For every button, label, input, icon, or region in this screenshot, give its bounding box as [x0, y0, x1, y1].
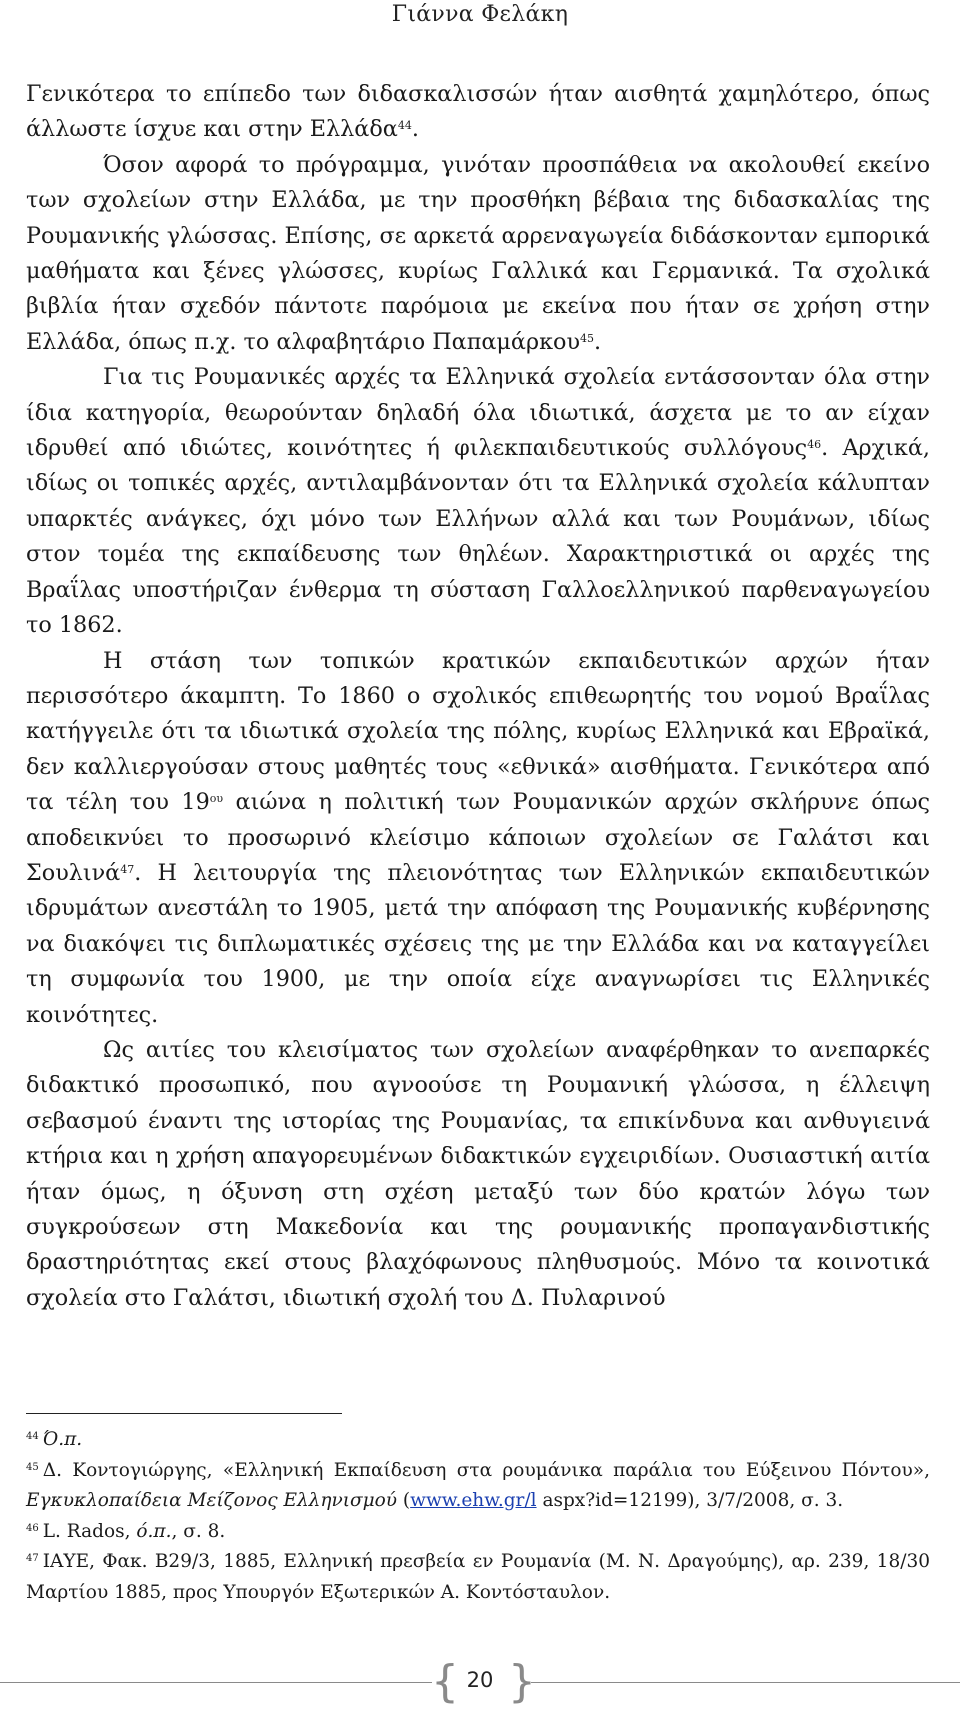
paragraph-4: Η στάση των τοπικών κρατικών εκπαιδευτικών αρχών ήταν περισσότερο άκαμπτη. Το 1860 ο σχολικός επιθεωρητής του νομού Βραΐλας κατήγγειλε ότι τα ιδιωτικά σχολεία της πόλης, κυρίως Ελληνικά και Εβραϊκά, δεν καλλιεργούσαν στους μαθητές τους «εθνικά» αισθήματα. Γενικότερα από τα τέλη του $19^{o\upsilon}$ αιώνα η πολιτική των Ρουμανικών αρχών σκλήρυνε όπως αποδεικνύει το προσωρινό κλείσιμο κάποιων σχολείων σε Γαλάτσι και Σουλινά$^{47}$. Η λειτουργία της πλειονότητας των Ελληνικών εκπαιδευτικών ιδρυμάτων ανεστάλη το 1905, μετά την απόφαση της Ρουμανικής κυβέρνησης να διακόψει τις διπλωματικές σχέσεις της με την Ελλάδα και να καταγγείλει τη συμφωνία του 1900, με την οποία είχε αναγνωρίσει τις Ελληνικές κοινότητες. — [26, 647, 930, 1028]
paragraph-1: Γενικότερα το επίπεδο των διδασκαλισσών ήταν αισθητά χαμηλότερο, όπως άλλωστε ίσχυε και στην Ελλάδα$^{44}$. — [26, 81, 930, 143]
running-header: Γιάννα Φελάκη — [391, 2, 569, 27]
footnote-separator — [26, 1413, 342, 1414]
footnotes — [26, 1425, 930, 1608]
page-number: 20 — [466, 1668, 494, 1692]
page-footer — [0, 1658, 960, 1708]
ehw-link[interactable]: www.ehw.gr/l — [410, 1490, 537, 1511]
footnote-45: $^{45}$ Δ. Κοντογιώργης, «Ελληνική Εκπαίδευση στα ρουμάνικα παράλια του Εύξεινου Πόντου», Εγκυκλοπαίδεια Μείζονος Ελληνισμού (www.ehw.gr/l aspx?id=12199), 3/7/2008, σ. 3. — [26, 1459, 930, 1511]
footnote-47: $^{47}$ ΙΑΥΕ, Φακ. Β29/3, 1885, Ελληνική πρεσβεία εν Ρουμανία (Μ. Ν. Δραγούμης), αρ. 239, 18/30 Μαρτίου 1885, προς Υπουργόν Εξωτερικών Α. Κοντόσταυλον. — [26, 1551, 930, 1603]
footer-line-left — [0, 1682, 432, 1683]
footnote-46: $^{46}$ L. Rados, ό.π., σ. 8. — [26, 1520, 226, 1542]
footnote-ref-47[interactable]: 47 — [120, 862, 135, 876]
left-brace-icon: { — [431, 1656, 459, 1707]
footer-line-right — [531, 1682, 960, 1683]
paragraph-2: Όσον αφορά το πρόγραμμα, γινόταν προσπάθεια να ακολουθεί εκείνο των σχολείων στην Ελλάδα, με την προσθήκη βέβαια της διδασκαλίας της Ρουμανικής γλώσσας. Επίσης, σε αρκετά αρρεναγωγεία διδάσκονταν εμπορικά μαθήματα και ξένες γλώσσες, κυρίως Γαλλικά και Γερμανικά. Τα σχολικά βιβλία ήταν σχεδόν πάντοτε παρόμοια με εκείνα που ήταν σε χρήση στην Ελλάδα, όπως π.χ. το αλφαβητάριο Παπαμάρκου$^{45}$. — [26, 151, 930, 355]
footnote-44: $^{44}$ Ό.π. — [26, 1429, 83, 1450]
footnote-ref-46[interactable]: 46 — [807, 438, 822, 452]
footnote-ref-45[interactable]: 45 — [580, 331, 595, 345]
paragraph-5: Ως αιτίες του κλεισίματος των σχολείων αναφέρθηκαν το ανεπαρκές διδακτικό προσωπικό, που αγνοούσε τη Ρουμανική γλώσσα, η έλλειψη σεβασμού έναντι της ιστορίας της Ρουμανίας, τα επικίνδυνα και ανθυγιεινά κτήρια και η χρήση απαγορευμένων διδακτικών εγχειριδίων. Ουσιαστική αιτία ήταν όμως, η όξυνση στη σχέση μεταξύ των δύο κρατών λόγω των συγκρούσεων στη Μακεδονία και της ρουμανικής προπαγανδιστικής δραστηριότητας εκεί στους βλαχόφωνους πληθυσμούς. Μόνο τα κοινοτικά σχολεία στο Γαλάτσι, ιδιωτική σχολή του Δ. Πυλαρινού — [26, 1036, 930, 1311]
ordinal-superscript: ου — [209, 792, 224, 806]
main-text — [26, 77, 930, 1316]
paragraph-3: Για τις Ρουμανικές αρχές τα Ελληνικά σχολεία εντάσσονταν όλα στην ίδια κατηγορία, θεωρούνταν δηλαδή όλα ιδιωτικά, άσχετα με το αν είχαν ιδρυθεί από ιδιώτες, κοινότητες ή φιλεκπαιδευτικούς συλλόγους$^{46}$. Αρχικά, ιδίως οι τοπικές αρχές, αντιλαμβάνονταν ότι τα Ελληνικά σχολεία κάλυπταν υπαρκτές ανάγκες, όχι μόνο των Ελλήνων αλλά και των Ρουμάνων, ιδίως στον τομέα της εκπαίδευσης των θηλέων. Χαρακτηριστικά οι αρχές της Βραΐλας υποστήριζαν ένθερμα τη σύσταση Γαλλοελληνικού παρθεναγωγείου το 1862. — [26, 364, 931, 639]
right-brace-icon: } — [508, 1656, 536, 1707]
footnote-ref-44[interactable]: 44 — [397, 119, 412, 133]
